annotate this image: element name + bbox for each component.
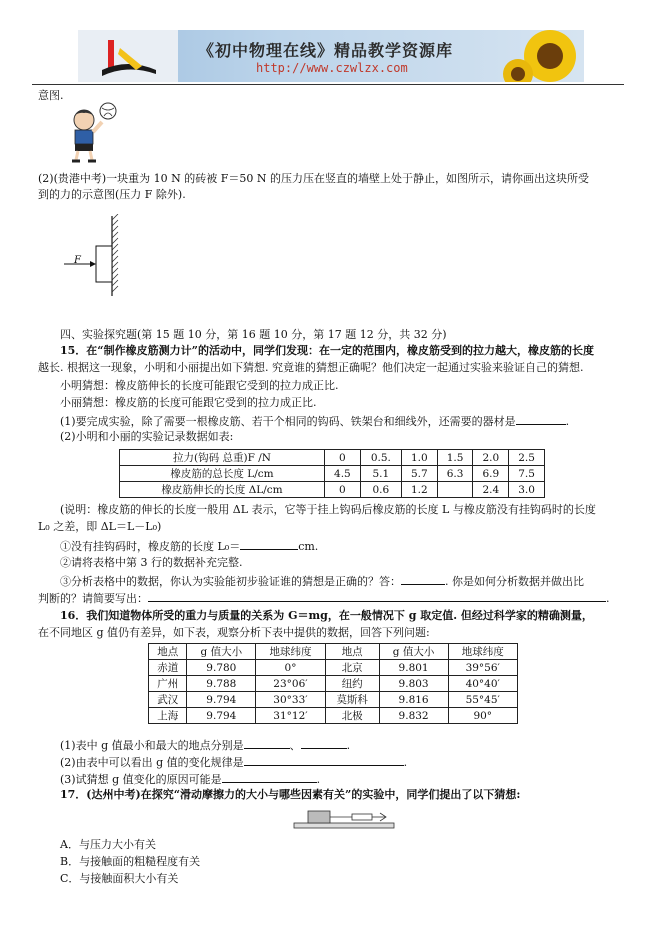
q15-guess-li: 小丽猜想：橡皮筋的长度可能跟它受到的拉力成正比. (60, 396, 317, 409)
q15-sub1-end: . (565, 415, 570, 428)
q16-sub2 (60, 754, 407, 770)
q16-sub3-text: (3)试猜想 g 值变化的原因可能是 (60, 773, 222, 786)
brick-wall-figure (60, 214, 140, 298)
child-ball-figure (62, 100, 124, 166)
table-cell: 0° (256, 660, 325, 676)
q15-q1-text: ①没有挂钩码时，橡皮筋的长度 L₀＝ (60, 540, 241, 553)
table-cell: 9.816 (379, 692, 448, 708)
answer-blank[interactable] (244, 737, 290, 749)
table-cell: 2.0 (473, 450, 509, 466)
q16-gravity-table (148, 643, 518, 724)
row-label: 橡皮筋伸长的长度 ΔL/cm (120, 482, 325, 498)
q15-q3-text: ③分析表格中的数据，你认为实验能初步验证谁的猜想是正确的？答： (60, 575, 401, 588)
table-cell: 武汉 (149, 692, 187, 708)
table-cell: 6.9 (473, 466, 509, 482)
column-header: g 值大小 (187, 644, 256, 660)
table-cell: 2.4 (473, 482, 509, 498)
table-cell: 55°45′ (448, 692, 518, 708)
banner-title: 《初中物理在线》精品教学资源库 (198, 41, 454, 60)
q17-line1: 17．(达州中考)在探究“滑动摩擦力的大小与哪些因素有关”的实验中，同学们提出了以下猜想: (60, 788, 521, 801)
column-header: g 值大小 (379, 644, 448, 660)
table-cell: 39°56′ (448, 660, 518, 676)
row-label: 拉力(钩码 总重)F /N (120, 450, 325, 466)
answer-blank[interactable] (244, 754, 404, 766)
q16-sub1 (60, 737, 350, 753)
table-cell: 0 (325, 450, 361, 466)
table-cell: 9.801 (379, 660, 448, 676)
q15-note2: L₀ 之差，即 ΔL＝L－L₀) (38, 520, 162, 533)
table-cell: 0.6 (360, 482, 401, 498)
q15-guess-ming: 小明猜想：橡皮筋伸长的长度可能跟它受到的拉力成正比. (60, 379, 339, 392)
friction-apparatus-figure (290, 805, 400, 831)
table-row (120, 466, 545, 482)
answer-blank[interactable] (401, 573, 445, 585)
section-title: 四、实验探究题(第 15 题 10 分，第 16 题 10 分，第 17 题 12 分，共 32 分) (60, 328, 447, 341)
q14-line1: (2)(贵港中考)一块重为 10 N 的砖被 F＝50 N 的压力压在竖直的墙壁上处于静止，如图所示，请你画出这块所受 (38, 172, 590, 185)
q16-line2: 在不同地区 g 值仍有差异，如下表，观察分析下表中提供的数据，回答下列问题: (38, 626, 430, 639)
q15-data-table (119, 449, 545, 498)
q15-q1 (60, 538, 318, 554)
column-header: 地球纬度 (256, 644, 325, 660)
table-cell: 9.794 (187, 692, 256, 708)
table-cell: 5.7 (401, 466, 437, 482)
table-cell: 1.5 (437, 450, 473, 466)
q17-option-a: A．与压力大小有关 (60, 838, 156, 851)
q15-sub1-text: (1)要完成实验，除了需要一根橡皮筋、若干个相同的钩码、铁架台和细线外，还需要的器材是 (60, 415, 516, 428)
table-cell: 上海 (149, 708, 187, 724)
q16-sub2-end: . (403, 756, 408, 769)
q15-note1: (说明：橡皮筋的伸长的长度一般用 ΔL 表示，它等于挂上钩码后橡皮筋的长度 L 与橡皮筋没有挂钩码时的长度 (60, 503, 596, 516)
q16-sub1-text: (1)表中 g 值最小和最大的地点分别是 (60, 739, 244, 752)
table-cell: 5.1 (360, 466, 401, 482)
table-cell: 9.803 (379, 676, 448, 692)
q14-line2: 到的力的示意图(压力 F 除外). (38, 188, 186, 201)
column-header: 地点 (149, 644, 187, 660)
table-cell (437, 482, 473, 498)
table-cell: 0.5. (360, 450, 401, 466)
q17-option-c: C．与接触面积大小有关 (60, 872, 179, 885)
table-cell: 广州 (149, 676, 187, 692)
table-cell: 90° (448, 708, 518, 724)
table-row (120, 482, 545, 498)
force-label: F (74, 255, 81, 266)
table-cell: 4.5 (325, 466, 361, 482)
q16-line1: 16．我们知道物体所受的重力与质量的关系为 G＝mg，在一般情况下 g 取定值. 但经过科学家的精确测量， (60, 609, 593, 622)
q16-sub2-text: (2)由表中可以看出 g 值的变化规律是 (60, 756, 244, 769)
answer-blank[interactable] (301, 737, 347, 749)
table-cell: 6.3 (437, 466, 473, 482)
q15-line2: 越长. 根据这一现象，小明和小丽提出如下猜想. 究竟谁的猜想正确呢？他们决定一起通过实验来验证自己的猜想. (38, 361, 584, 374)
answer-blank[interactable] (516, 413, 566, 425)
q16-sub3 (60, 771, 320, 787)
column-header: 地点 (325, 644, 379, 660)
q15-q1-unit: cm. (298, 540, 319, 553)
header-row (149, 644, 518, 660)
table-row (149, 708, 518, 724)
table-cell: 3.0 (509, 482, 545, 498)
table-cell: 莫斯科 (325, 692, 379, 708)
table-row (149, 692, 518, 708)
table-cell: 9.788 (187, 676, 256, 692)
q16-sub1-end: . (346, 739, 351, 752)
table-cell: 9.832 (379, 708, 448, 724)
table-cell: 40°40′ (448, 676, 518, 692)
answer-blank[interactable] (222, 771, 317, 783)
q16-sub3-end: . (316, 773, 321, 786)
q15-line1: 15．在“制作橡皮筋测力计”的活动中，同学们发现：在一定的范围内，橡皮筋受到的拉力越大，橡皮筋的长度 (60, 344, 594, 357)
q15-q2: ②请将表格中第 3 行的数据补充完整. (60, 556, 243, 569)
table-cell: 1.2 (401, 482, 437, 498)
table-cell: 2.5 (509, 450, 545, 466)
q16-sub1-mid: 、 (289, 739, 301, 752)
table-cell: 9.794 (187, 708, 256, 724)
table-cell: 1.0 (401, 450, 437, 466)
table-cell: 0 (325, 482, 361, 498)
answer-blank[interactable] (148, 590, 606, 602)
row-label: 橡皮筋的总长度 L/cm (120, 466, 325, 482)
q17-option-b: B．与接触面的粗糙程度有关 (60, 855, 201, 868)
header-banner (78, 30, 584, 82)
table-cell: 纽约 (325, 676, 379, 692)
q15-q3-line2 (38, 590, 610, 606)
q15-sub1 (60, 413, 569, 429)
table-cell: 北极 (325, 708, 379, 724)
q15-q3-line2-end: . (606, 592, 610, 605)
header-rule (32, 84, 624, 85)
q15-sub2: (2)小明和小丽的实验记录数据如表: (60, 430, 234, 443)
table-row (149, 660, 518, 676)
table-row (120, 450, 545, 466)
column-header: 地球纬度 (448, 644, 518, 660)
table-cell: 9.780 (187, 660, 256, 676)
q15-q3-line2-text: 判断的？请简要写出： (38, 592, 148, 605)
table-cell: 北京 (325, 660, 379, 676)
table-cell: 31°12′ (256, 708, 325, 724)
table-cell: 23°06′ (256, 676, 325, 692)
table-cell: 7.5 (509, 466, 545, 482)
answer-blank[interactable] (240, 538, 298, 550)
q15-q3-end: . 你是如何分析数据并做出比 (445, 575, 584, 588)
fig-caption: 意图. (38, 89, 64, 102)
banner-url: http://www.czwlzx.com (256, 61, 408, 75)
table-cell: 赤道 (149, 660, 187, 676)
table-row (149, 676, 518, 692)
q15-q3 (60, 573, 584, 589)
table-cell: 30°33′ (256, 692, 325, 708)
